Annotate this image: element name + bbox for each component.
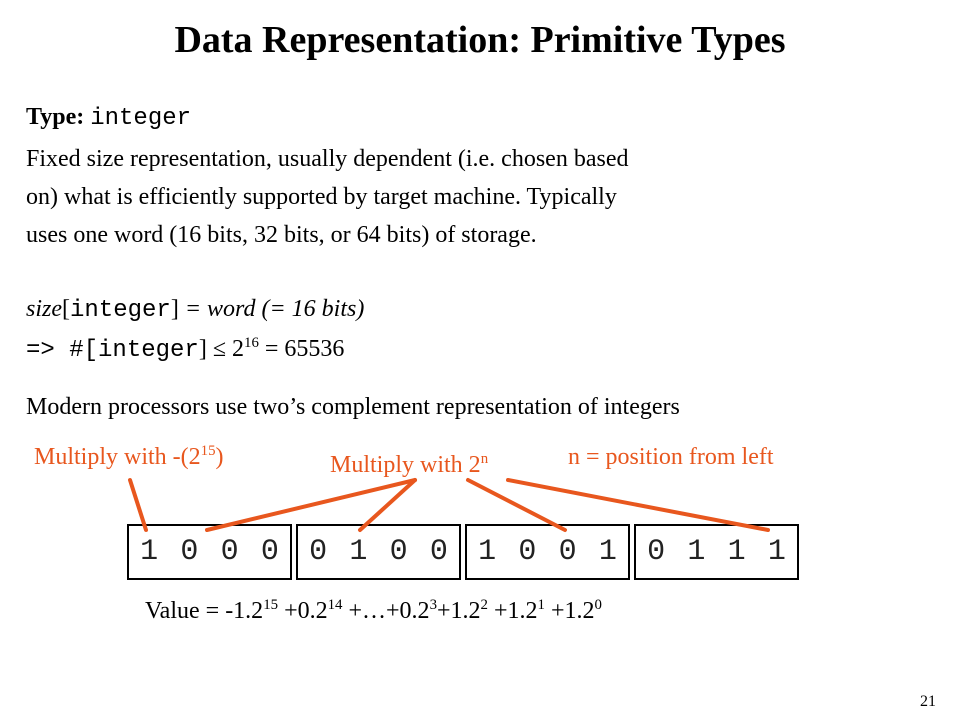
description-line-1: Fixed size representation, usually dependent (i.e. chosen based	[26, 146, 629, 172]
count-integer: integer	[98, 337, 199, 364]
bit-cell: 1	[598, 535, 617, 569]
value-formula: Value = $-1.2^{15} +0.2^{14}$ $+\dots+0.2^3+1.2^2 +1.2^1 +1.2^0$	[145, 597, 602, 624]
bit-cell: 1	[727, 535, 746, 569]
annotation-multiply-positive: Multiply with 2$^n$	[330, 451, 489, 478]
bit-cell: 0	[220, 535, 239, 569]
size-rest: = word (= 16 bits)	[178, 296, 365, 322]
description-line-2: on) what is efficiently supported by target machine. Typically	[26, 184, 617, 210]
type-label: Type:	[26, 104, 85, 130]
arrow-msb	[130, 480, 146, 530]
bit-cell: 0	[647, 535, 666, 569]
bit-cell: 0	[558, 535, 577, 569]
annotation-position-note: n = position from left	[568, 444, 774, 470]
bit-cell: 1	[767, 535, 786, 569]
count-exponent: 16	[244, 335, 259, 351]
bit-cell: 1	[349, 535, 368, 569]
size-bracket-right: ]	[170, 296, 179, 322]
count-suffix: ] ≤ 2	[198, 336, 245, 362]
bit-cell: 1	[140, 535, 159, 569]
bit-cell: 1	[478, 535, 497, 569]
bit-cell: 1	[687, 535, 706, 569]
count-result: = 65536	[258, 336, 345, 362]
bit-cell: 0	[518, 535, 537, 569]
page-number: 21	[920, 693, 936, 710]
bit-cell: 0	[180, 535, 199, 569]
count-prefix: => #[	[26, 337, 99, 364]
size-bracket-left: [	[62, 296, 70, 322]
bit-cell: 0	[429, 535, 448, 569]
size-word: size	[26, 296, 62, 322]
bit-cell: 0	[389, 535, 408, 569]
description-line-3: uses one word (16 bits, 32 bits, or 64 bits) of storage.	[26, 222, 537, 248]
type-value: integer	[90, 105, 192, 132]
slide-title: Data Representation: Primitive Types	[174, 19, 786, 61]
size-integer: integer	[70, 297, 171, 324]
annotation-multiply-negative: Multiply with $-(2^{15})$	[34, 443, 224, 470]
arrow-bit-2	[207, 480, 415, 530]
bit-cell: 0	[260, 535, 279, 569]
modern-line: Modern processors use two’s complement representation of integers	[26, 394, 680, 420]
bit-cell: 0	[309, 535, 328, 569]
